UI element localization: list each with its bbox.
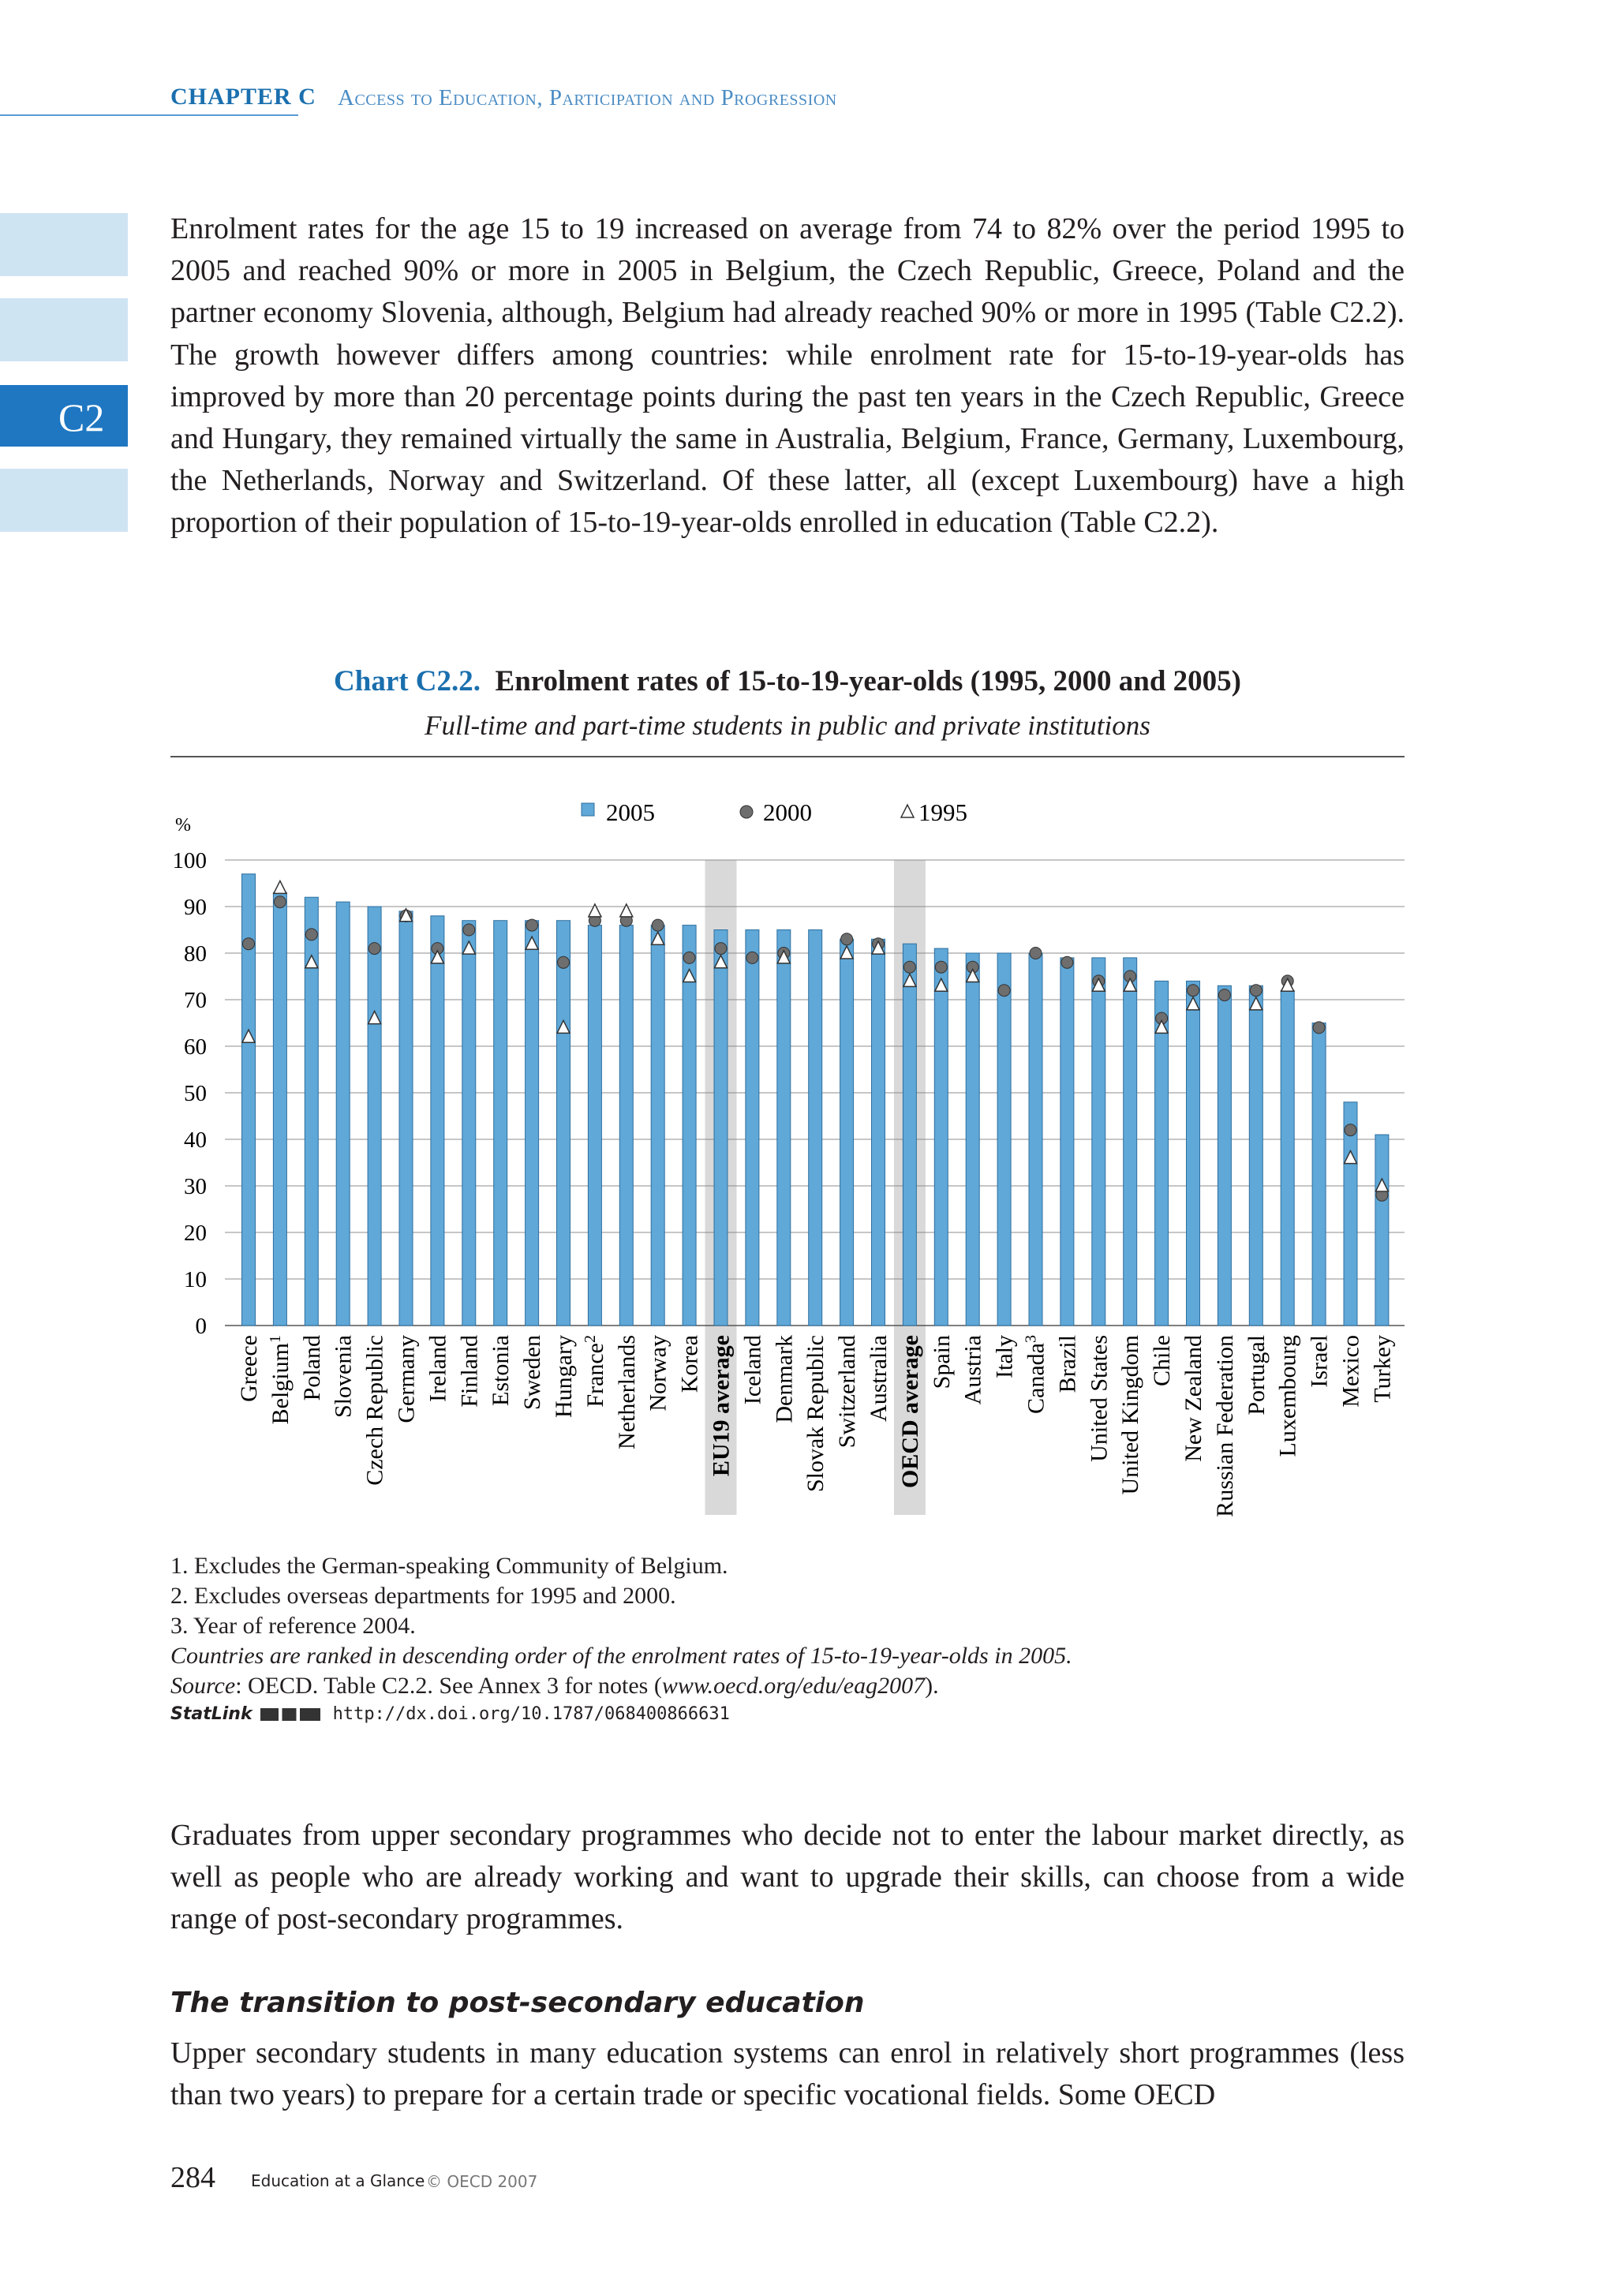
category-label: Estonia (488, 1335, 514, 1406)
statlink[interactable] (170, 1704, 730, 1724)
bar-2005 (619, 926, 633, 1326)
bar-2005 (462, 921, 476, 1326)
category-label: Canada$^3$ (1022, 1335, 1049, 1414)
category-label: Germany (393, 1335, 420, 1423)
category-label: Mexico (1337, 1335, 1364, 1408)
category-label: Czech Republic (361, 1335, 388, 1486)
marker-2000 (935, 961, 947, 973)
statlink-logo-icon (260, 1708, 320, 1721)
body-paragraph: Enrolment rates for the age 15 to 19 increased on average from 74 to 82% over the period 1995 to 2005 and reached 90% or more in 2005 in Belgium, the Czech Republic, Greece, Poland and the partner economy Slovenia, although, Belgium had already reached 90% or more in 1995 (Table C2.2). The growth however differs among countries: while enrolment rate for 15-to-19-year-olds has improved by more than 20 percentage points during the past ten years in the Czech Republic, Greece and Hungary, they remained virtually the same in Australia, Belgium, France, Germany, Luxembourg, the Netherlands, Norway and Switzerland. Of these latter, all (except Luxembourg) have a high proportion of their population of 15-to-19-year-olds enrolled in education (Table C2.2). (170, 212, 1405, 540)
category-label: France$^2$ (581, 1335, 608, 1408)
bar-2005 (966, 953, 979, 1326)
legend-1995-marker (901, 805, 914, 817)
category-label: Iceland (739, 1335, 766, 1405)
footnote-2: 2. Excludes overseas departments for 1995 and 2000. (170, 1583, 676, 1609)
page-number: 284 (170, 2161, 215, 2194)
category-label: Finland (456, 1335, 483, 1408)
marker-2000 (746, 952, 758, 963)
y-tick-label: 50 (184, 1081, 207, 1106)
marker-2000 (903, 961, 915, 973)
bar-2005 (1187, 981, 1200, 1326)
bar-2005 (1375, 1135, 1389, 1326)
body-paragraph: Graduates from upper secondary programmes who decide not to enter the labour market directly, as well as people who are already working and want to upgrade their skills, can choose from a wide range of post-secondary programmes. (170, 1819, 1405, 1936)
category-label: Spain (928, 1335, 955, 1389)
category-label: Slovak Republic (802, 1335, 829, 1493)
category-label: EU19 average (708, 1335, 735, 1477)
bar-2005 (1060, 958, 1074, 1326)
category-label: Korea (676, 1335, 703, 1393)
category-label: Poland (298, 1335, 325, 1401)
copyright: © OECD 2007 (426, 2172, 538, 2191)
legend-2000-label: 2000 (763, 798, 812, 826)
bar-2005 (526, 921, 539, 1326)
statlink-label: StatLink (170, 1704, 252, 1724)
marker-2000 (1345, 1124, 1356, 1136)
bar-2005 (368, 907, 381, 1326)
marker-2000 (305, 929, 317, 940)
category-label: Denmark (771, 1335, 798, 1423)
y-tick-label: 10 (184, 1267, 207, 1292)
category-label: Norway (645, 1335, 671, 1412)
chart-subtitle: Full-time and part-time students in public and private institutions (425, 710, 1150, 741)
chart-title-text: Enrolment rates of 15-to-19-year-olds (1995, 2000 and 2005) (495, 665, 1241, 697)
bar-2005 (872, 939, 885, 1326)
bar-2005 (1092, 958, 1105, 1326)
y-tick-label: 70 (184, 988, 207, 1013)
category-label: Portugal (1243, 1335, 1270, 1415)
category-label: United States (1086, 1335, 1113, 1462)
category-label: Hungary (551, 1335, 577, 1418)
bar-2005 (1281, 990, 1294, 1326)
bar-2005 (903, 944, 916, 1326)
side-tab-label: C2 (58, 395, 105, 439)
category-label: Slovenia (330, 1335, 357, 1418)
y-tick-label: 40 (184, 1127, 207, 1153)
bar-2005 (431, 916, 444, 1326)
bar-2005 (1312, 1023, 1326, 1326)
source-note (170, 1671, 939, 1701)
y-tick-label: 60 (184, 1034, 207, 1060)
bar-2005 (494, 921, 507, 1326)
category-label: Austria (960, 1335, 986, 1405)
y-tick-label: 80 (184, 941, 207, 967)
source-text: : OECD. Table C2.2. See Annex 3 for notes ( (235, 1673, 662, 1699)
bar-2005 (746, 930, 759, 1326)
marker-2000 (368, 943, 380, 955)
publication-title: Education at a Glance (251, 2171, 425, 2190)
marker-2000 (558, 956, 570, 968)
category-label: Israel (1306, 1335, 1333, 1388)
marker-2000 (274, 896, 286, 908)
category-label: Switzerland (834, 1335, 861, 1449)
marker-2000 (998, 985, 1010, 997)
bar-2005 (336, 902, 350, 1326)
statlink-url[interactable]: http://dx.doi.org/10.1787/068400866631 (332, 1704, 730, 1724)
section-heading: The transition to post-secondary education (170, 1987, 865, 2019)
footnote-1: 1. Excludes the German-speaking Community of Belgium. (170, 1553, 728, 1579)
bar-2005 (588, 926, 601, 1326)
legend-1995-label: 1995 (918, 798, 967, 826)
legend-2005-label: 2005 (606, 798, 655, 826)
body-paragraph: Upper secondary students in many education systems can enrol in relatively short programmes (less than two years) to prepare for a certain trade or specific vocational fields. Some OECD (170, 2036, 1405, 2112)
bar-2005 (683, 926, 696, 1326)
marker-2000 (841, 933, 853, 945)
category-label: OECD average (896, 1335, 923, 1489)
marker-2000 (1061, 956, 1073, 968)
bar-2005 (651, 926, 664, 1326)
marker-1995 (589, 904, 601, 917)
legend-2000-marker (740, 806, 753, 818)
footnote-3: 3. Year of reference 2004. (170, 1613, 416, 1639)
marker-2000 (652, 919, 664, 931)
category-label: Sweden (519, 1335, 546, 1410)
y-tick-label: 90 (184, 895, 207, 920)
bar-2005 (1029, 953, 1042, 1326)
marker-2000 (1250, 985, 1262, 997)
bar-2005 (777, 930, 791, 1326)
marker-2000 (1030, 948, 1042, 959)
bar-2005 (714, 930, 728, 1326)
marker-2000 (683, 952, 695, 963)
y-tick-label: 20 (184, 1221, 207, 1246)
category-label: New Zealand (1180, 1335, 1206, 1462)
y-axis-unit: % (175, 815, 191, 836)
bar-2005 (809, 930, 822, 1326)
bar-2005 (273, 892, 286, 1326)
category-label: Chile (1149, 1335, 1176, 1386)
bar-2005 (840, 939, 854, 1326)
y-tick-label: 0 (195, 1314, 207, 1339)
chapter-title: Access to Education, Participation and Progression (338, 85, 837, 110)
marker-1995 (620, 904, 633, 917)
y-tick-label: 30 (184, 1174, 207, 1199)
category-label: Brazil (1054, 1335, 1081, 1393)
category-label: Russian Federation (1211, 1335, 1238, 1517)
category-label: Belgium$^1$ (266, 1335, 294, 1425)
source-url[interactable]: www.oecd.org/edu/eag2007 (661, 1673, 926, 1699)
legend-2005-swatch (582, 803, 594, 816)
source-end: ). (925, 1673, 939, 1699)
bar-2005 (997, 953, 1011, 1326)
bar-2005 (1218, 985, 1231, 1326)
marker-2000 (715, 943, 727, 955)
category-label: Netherlands (613, 1335, 640, 1449)
category-label: United Kingdom (1117, 1335, 1144, 1495)
bar-2005 (934, 948, 948, 1326)
category-label: Luxembourg (1274, 1335, 1301, 1457)
bar-2005 (1124, 958, 1137, 1326)
marker-2000 (463, 924, 475, 936)
source-label: Source (170, 1673, 236, 1699)
ranking-note: Countries are ranked in descending order of the enrolment rates of 15-to-19-year-olds in 2005. (170, 1643, 1072, 1669)
category-label: Italy (991, 1335, 1018, 1378)
marker-2000 (1313, 1022, 1325, 1034)
bar-2005 (1249, 985, 1262, 1326)
y-tick-label: 100 (172, 848, 207, 873)
marker-2000 (526, 919, 538, 931)
bar-2005 (399, 911, 413, 1326)
category-label: Ireland (425, 1335, 451, 1402)
marker-1995 (274, 881, 286, 893)
category-label: Greece (236, 1335, 262, 1402)
category-label: Australia (866, 1335, 892, 1422)
marker-2000 (1188, 985, 1199, 997)
chart-label: Chart C2.2. (334, 665, 481, 697)
chapter-label: CHAPTER C (170, 84, 316, 110)
marker-2000 (243, 938, 255, 950)
bar-2005 (557, 921, 570, 1326)
category-label: Turkey (1369, 1335, 1396, 1403)
marker-2000 (1218, 989, 1230, 1001)
